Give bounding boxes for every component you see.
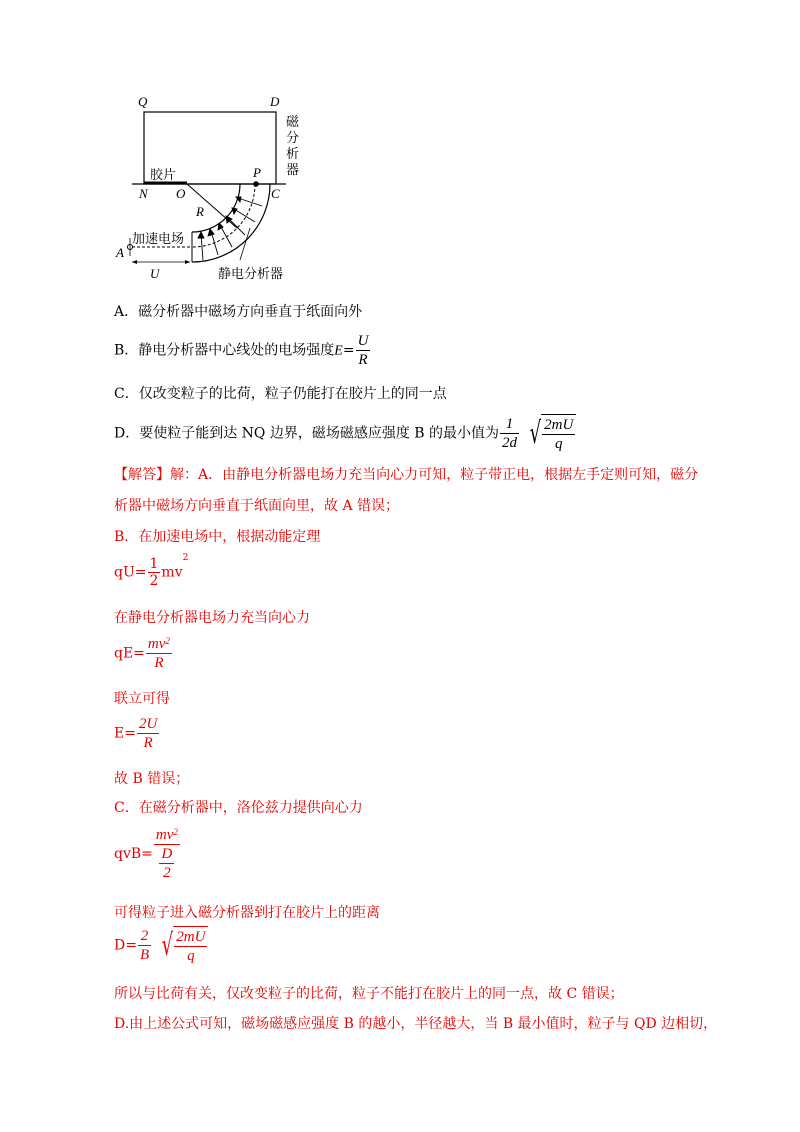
formula-qe: qE= $\frac{mv^2}{R}$ — [114, 636, 170, 671]
label-a: A — [116, 245, 124, 260]
label-r: R — [196, 204, 204, 219]
label-p: P — [253, 165, 261, 180]
option-a: A．磁分析器中磁场方向垂直于纸面向外 — [114, 304, 363, 320]
solution-line-6: 故 B 错误； — [114, 771, 190, 787]
label-u: U — [150, 266, 160, 281]
label-magnetic-2: 分 — [286, 130, 300, 145]
solution-line-8: 可得粒子进入磁分析器到打在胶片上的距离 — [114, 905, 380, 921]
solution-line-1: 【解答】解：A．由静电分析器电场力充当向心力可知，粒子带正电，根据左手定则可知，磁分 — [114, 467, 699, 483]
label-accel-field: 加速电场 — [132, 231, 185, 246]
solution-line-5: 联立可得 — [114, 691, 170, 707]
physics-diagram — [110, 88, 320, 283]
option-b-fraction: $\frac{U}{R}$ — [357, 333, 369, 368]
solution-line-9: 所以与比荷有关，仅改变粒子的比荷，粒子不能打在胶片上的同一点，故 C 错误； — [114, 986, 624, 1002]
label-o: O — [176, 186, 186, 201]
solution-line-10: D.由上述公式可知，磁场磁感应强度 B 的越小，半径越大，当 B 最小值时，粒子与 QD 边相切， — [114, 1016, 718, 1032]
option-c: C．仅改变粒子的比荷，粒子仍能打在胶片上的同一点 — [114, 386, 447, 402]
label-c: C — [271, 186, 280, 201]
label-magnetic-3: 析 — [286, 146, 300, 161]
field-arrows — [198, 197, 262, 260]
label-film: 胶片 — [150, 167, 177, 182]
point-p — [253, 181, 259, 187]
label-magnetic-4: 器 — [286, 162, 300, 177]
solution-line-3: B．在加速电场中，根据动能定理 — [114, 529, 321, 545]
formula-distance: D= $\frac{2}{B}$ √ $\frac{2mU}{q}$ — [114, 926, 208, 965]
formula-e: E= $\frac{2U}{R}$ — [114, 716, 158, 751]
option-d-sqrt: √ $\frac{2mU}{q}$ — [522, 414, 576, 453]
formula-lorentz: qvB= $\frac{mv^2}{\frac{D}{2}}$ — [114, 827, 178, 881]
formula-kinetic-energy: qU= $\frac{1}{2}$ $mv^2$ — [114, 553, 189, 589]
solution-line-4: 在静电分析器电场力充当向心力 — [114, 610, 310, 626]
solution-line-7: C．在磁分析器中，洛伦兹力提供向心力 — [114, 800, 363, 816]
label-d: D — [270, 94, 280, 109]
option-d: D．要使粒子能到达 NQ 边界，磁场磁感应强度 B 的最小值为 $\frac{1}{2d}$ √ $\frac{2mU}{q}$ — [114, 414, 576, 453]
label-n: N — [139, 186, 148, 201]
label-magnetic-1: 磁 — [286, 114, 300, 129]
answer-tag: 【解答】 — [114, 467, 170, 483]
label-electrostatic: 静电分析器 — [218, 266, 284, 281]
label-q: Q — [138, 94, 148, 109]
option-b: B．静电分析器中心线处的电场强度E= $\frac{U}{R}$ — [114, 333, 369, 368]
solution-line-2: 析器中磁场方向垂直于纸面向里，故 A 错误； — [114, 498, 400, 514]
